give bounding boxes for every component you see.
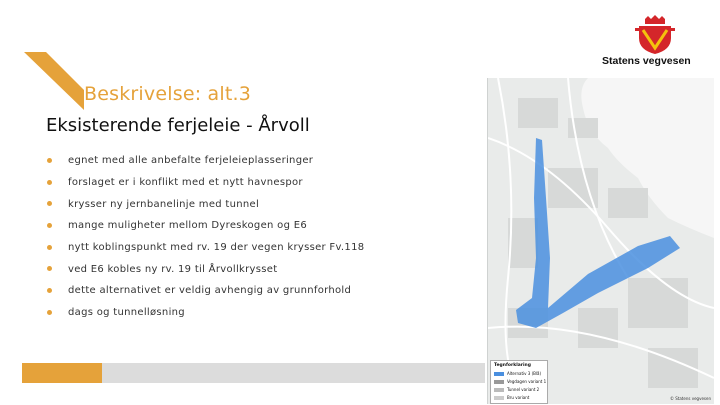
bullet-item <box>46 215 466 237</box>
bullet-text: ved E6 kobles ny rv. 19 til Årvollkrysset <box>68 263 278 275</box>
legend-label: Vegdagen variant 1 <box>507 379 547 384</box>
slide-subtitle: Beskrivelse: alt.3 <box>84 83 252 105</box>
bullet-dot-icon <box>47 223 52 228</box>
map-drawing <box>488 78 714 404</box>
legend-row <box>494 386 547 393</box>
brand-name: Statens vegvesen <box>602 55 691 67</box>
map-image <box>487 78 714 404</box>
legend-title: Tegnforklaring <box>494 363 531 368</box>
legend-row <box>494 394 547 401</box>
bullet-dot-icon <box>47 158 52 163</box>
footer-accent-bar <box>22 363 102 383</box>
bullet-item <box>46 302 466 324</box>
legend-label: Alternativ 3 (Blå) <box>507 371 541 376</box>
bullet-text: nytt koblingspunkt med rv. 19 der vegen krysser Fv.118 <box>68 242 365 254</box>
bullet-item <box>46 237 466 259</box>
bullet-text: krysser ny jernbanelinje med tunnel <box>68 198 260 210</box>
bullet-text: mange muligheter mellom Dyreskogen og E6 <box>68 220 307 232</box>
bullet-item <box>46 280 466 302</box>
bullet-dot-icon <box>47 201 52 206</box>
bullet-list <box>46 150 466 324</box>
legend-label: Bru variant <box>507 395 530 400</box>
bullet-item <box>46 193 466 215</box>
map-copyright: © Statens vegvesen <box>669 396 711 401</box>
bullet-text: forslaget er i konflikt med et nytt havnespor <box>68 177 303 189</box>
bullet-item <box>46 258 466 280</box>
bullet-text: egnet med alle anbefalte ferjeleieplasseringer <box>68 155 314 167</box>
accent-shape <box>24 52 84 110</box>
bullet-dot-icon <box>47 288 52 293</box>
slide-title: Eksisterende ferjeleie - Årvoll <box>46 115 310 136</box>
bullet-item <box>46 172 466 194</box>
bullet-text: dags og tunnelløsning <box>68 307 185 319</box>
bullet-text: dette alternativet er veldig avhengig av grunnforhold <box>68 285 352 297</box>
legend-label: Tunnel variant 2 <box>507 387 540 392</box>
legend-row <box>494 370 547 377</box>
bullet-dot-icon <box>47 180 52 185</box>
bullet-item <box>46 150 466 172</box>
map-legend <box>490 360 548 404</box>
legend-row <box>494 378 547 385</box>
bullet-dot-icon <box>47 310 52 315</box>
bullet-dot-icon <box>47 245 52 250</box>
bullet-dot-icon <box>47 266 52 271</box>
footer-bar <box>102 363 485 383</box>
